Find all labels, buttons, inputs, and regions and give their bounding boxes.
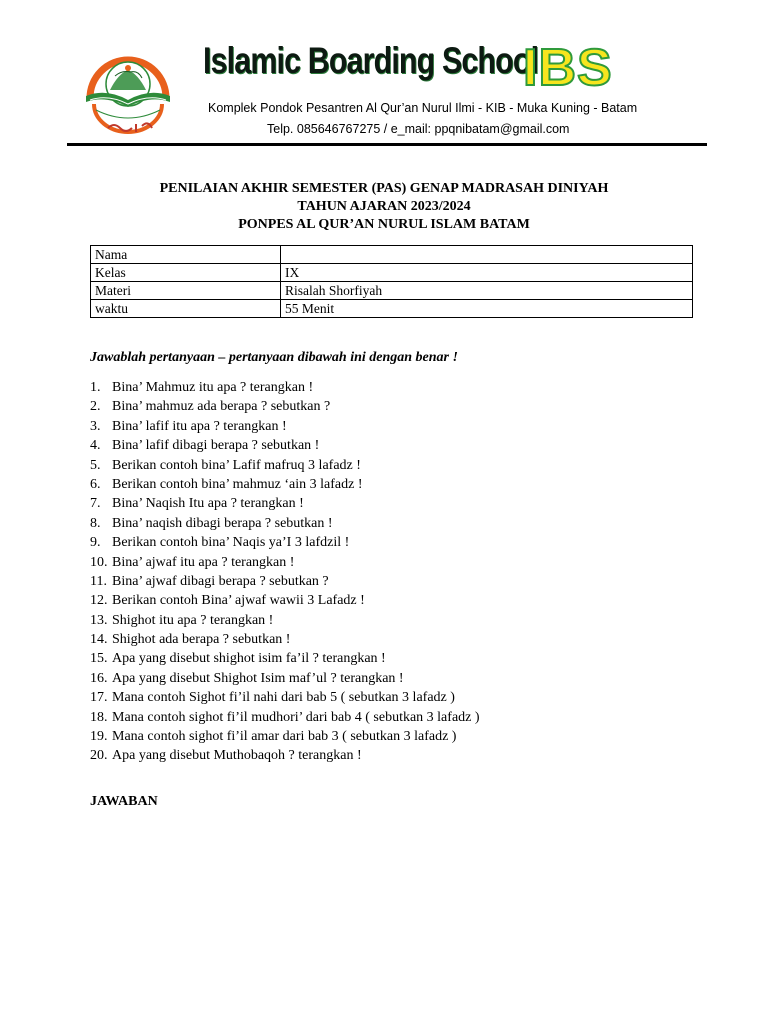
question-number: 11. xyxy=(90,573,107,589)
question-item xyxy=(90,417,480,436)
exam-title-line: PONPES AL QUR’AN NURUL ISLAM BATAM xyxy=(238,217,530,232)
exam-titles xyxy=(0,180,768,234)
question-item xyxy=(90,494,480,513)
letterhead xyxy=(0,0,768,150)
question-item xyxy=(90,456,480,475)
question-text: Berikan contoh bina’ Lafif mafruq 3 lafadz ! xyxy=(112,457,361,473)
question-number: 17. xyxy=(90,690,108,706)
question-text: Bina’ Mahmuz itu apa ? terangkan ! xyxy=(112,380,314,395)
info-row-kelas xyxy=(91,264,693,282)
info-label: Kelas xyxy=(91,264,281,282)
info-row-nama xyxy=(91,246,693,264)
question-number: 16. xyxy=(90,670,108,686)
question-number: 19. xyxy=(90,729,108,745)
question-item xyxy=(90,572,480,591)
question-item xyxy=(90,553,480,572)
info-value: 55 Menit xyxy=(281,300,693,318)
question-number: 13. xyxy=(90,612,108,628)
question-text: Berikan contoh bina’ Naqis ya’I 3 lafdzil ! xyxy=(112,535,350,551)
question-text: Bina’ ajwaf dibagi berapa ? sebutkan ? xyxy=(112,573,329,589)
answer-heading: JAWABAN xyxy=(90,794,158,809)
question-number: 1. xyxy=(90,380,101,395)
question-item xyxy=(90,397,480,416)
question-text: Bina’ mahmuz ada berapa ? sebutkan ? xyxy=(112,399,331,415)
question-text: Bina’ lafif itu apa ? terangkan ! xyxy=(112,418,287,434)
question-item xyxy=(90,708,480,727)
question-number: 3. xyxy=(90,418,101,434)
question-number: 2. xyxy=(90,399,101,415)
question-number: 14. xyxy=(90,632,108,648)
exam-title-line: PENILAIAN AKHIR SEMESTER (PAS) GENAP MADRASAH DINIYAH xyxy=(159,181,609,196)
question-number: 9. xyxy=(90,535,101,551)
question-item xyxy=(90,591,480,610)
question-number: 7. xyxy=(90,496,101,512)
question-text: Shighot itu apa ? terangkan ! xyxy=(112,612,274,628)
school-contact: Telp. 085646767275 / e_mail: ppqnibatam@gmail.com xyxy=(267,122,570,136)
question-item xyxy=(90,630,480,649)
question-text: Berikan contoh bina’ mahmuz ‘ain 3 lafadz ! xyxy=(112,476,363,492)
question-list xyxy=(90,378,480,766)
info-row-waktu xyxy=(91,300,693,318)
question-item xyxy=(90,688,480,707)
header-divider xyxy=(67,143,707,146)
info-value: Risalah Shorfiyah xyxy=(281,282,693,300)
question-text: Mana contoh Sighot fi’il nahi dari bab 5 ( sebutkan 3 lafadz ) xyxy=(112,690,455,706)
question-number: 8. xyxy=(90,515,101,531)
question-text: Apa yang disebut Shighot Isim maf’ul ? terangkan ! xyxy=(112,670,404,686)
question-text: Berikan contoh Bina’ ajwaf wawii 3 Lafadz ! xyxy=(112,593,365,609)
question-item xyxy=(90,436,480,455)
question-item xyxy=(90,611,480,630)
student-info-table xyxy=(90,245,693,318)
question-number: 18. xyxy=(90,709,108,725)
question-item xyxy=(90,514,480,533)
info-value: IX xyxy=(281,264,693,282)
school-name: Islamic Boarding School xyxy=(203,40,539,81)
exam-title-line: TAHUN AJARAN 2023/2024 xyxy=(297,199,471,214)
question-text: Shighot ada berapa ? sebutkan ! xyxy=(112,632,291,648)
school-abbreviation: IBS xyxy=(523,39,613,97)
question-item xyxy=(90,649,480,668)
question-number: 6. xyxy=(90,476,101,492)
question-text: Apa yang disebut Muthobaqoh ? terangkan ! xyxy=(112,748,362,764)
instruction-text: Jawablah pertanyaan – pertanyaan dibawah ini dengan benar ! xyxy=(90,350,458,365)
question-text: Bina’ naqish dibagi berapa ? sebutkan ! xyxy=(112,515,333,531)
question-text: Apa yang disebut shighot isim fa’il ? terangkan ! xyxy=(112,651,386,667)
info-label: Materi xyxy=(91,282,281,300)
info-row-materi xyxy=(91,282,693,300)
question-item xyxy=(90,378,480,397)
question-number: 20. xyxy=(90,748,108,764)
question-item xyxy=(90,669,480,688)
school-address: Komplek Pondok Pesantren Al Qur’an Nurul Ilmi - KIB - Muka Kuning - Batam xyxy=(208,101,638,115)
question-number: 5. xyxy=(90,457,101,473)
question-item xyxy=(90,746,480,765)
question-text: Mana contoh sighot fi’il mudhori’ dari bab 4 ( sebutkan 3 lafadz ) xyxy=(112,709,480,725)
info-value[interactable] xyxy=(281,246,693,264)
question-number: 15. xyxy=(90,651,108,667)
question-text: Bina’ ajwaf itu apa ? terangkan ! xyxy=(112,554,295,570)
question-item xyxy=(90,727,480,746)
question-text: Bina’ Naqish Itu apa ? terangkan ! xyxy=(112,496,304,512)
question-text: Bina’ lafif dibagi berapa ? sebutkan ! xyxy=(112,438,320,454)
question-text: Mana contoh sighot fi’il amar dari bab 3 ( sebutkan 3 lafadz ) xyxy=(112,729,457,745)
info-label: Nama xyxy=(91,246,281,264)
question-item xyxy=(90,475,480,494)
question-number: 10. xyxy=(90,554,108,570)
question-number: 4. xyxy=(90,438,101,454)
question-item xyxy=(90,533,480,552)
question-number: 12. xyxy=(90,593,108,609)
info-label: waktu xyxy=(91,300,281,318)
pondok-pesantren-logo-icon xyxy=(80,40,176,140)
